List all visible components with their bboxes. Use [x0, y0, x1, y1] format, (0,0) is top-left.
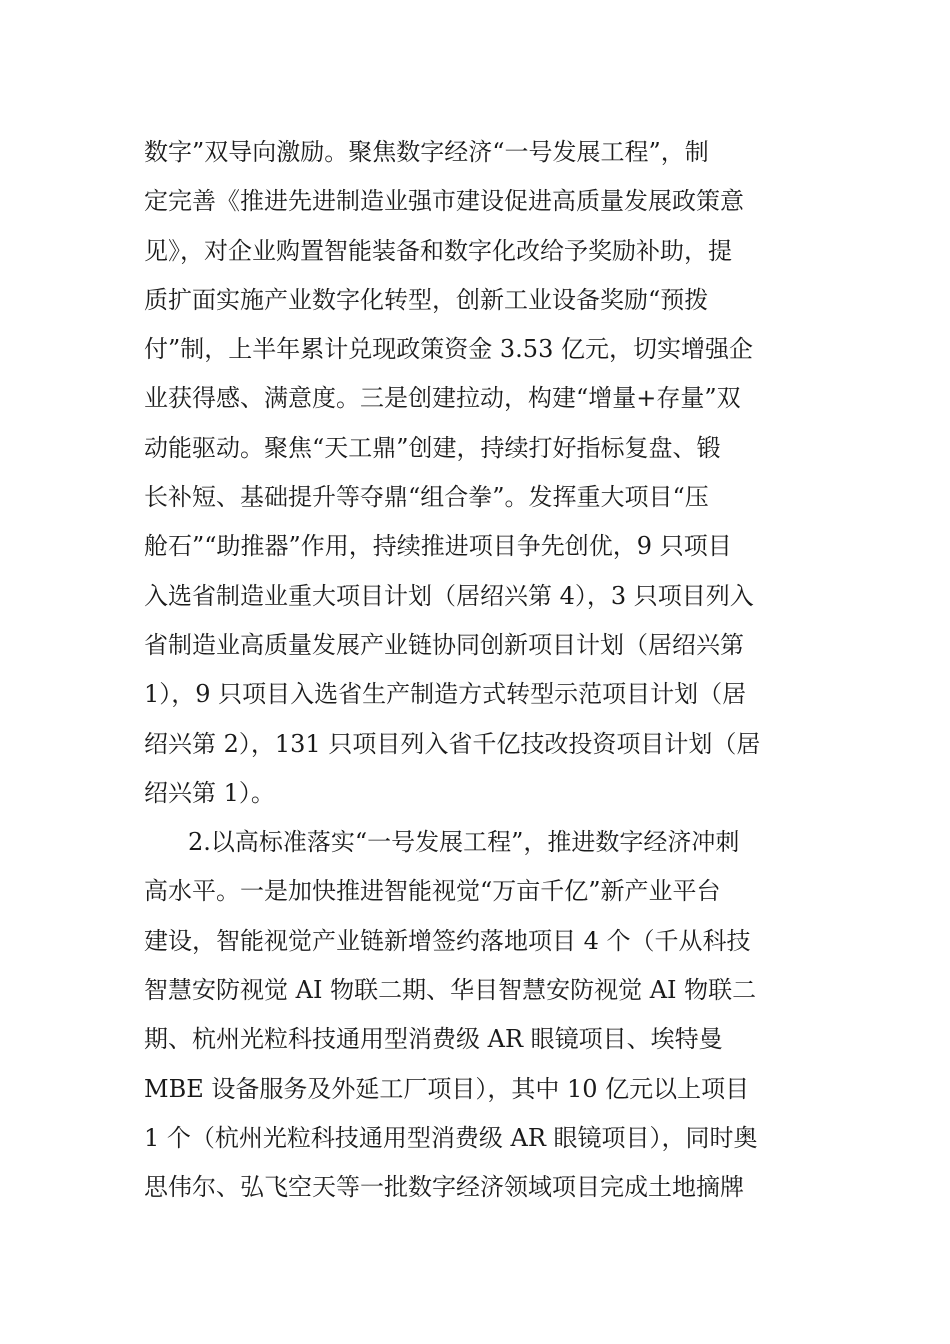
text-line: 动能驱动。聚焦“天工鼎”创建，持续打好指标复盘、锻 [144, 433, 721, 462]
text-line: 绍兴第 2），131 只项目列入省千亿技改投资项目计划（居 [144, 729, 761, 758]
text-line: 舱石”“助推器”作用，持续推进项目争先创优，9 只项目 [144, 532, 732, 561]
text-line: 质扩面实施产业数字化转型，创新工业设备奖励“预拨 [144, 285, 709, 314]
text-line: 1 个（杭州光粒科技通用型消费级 AR 眼镜项目），同时奥 [144, 1123, 758, 1152]
text-line: MBE 设备服务及外延工厂项目），其中 10 亿元以上项目 [144, 1074, 750, 1103]
paragraph-1 [144, 128, 814, 818]
paragraph-2 [144, 818, 814, 1212]
text-line: 业获得感、满意度。三是创建拉动，构建“增量+存量”双 [144, 384, 741, 413]
text-line: 高水平。一是加快推进智能视觉“万亩千亿”新产业平台 [144, 877, 721, 906]
text-line: 2.以高标准落实“一号发展工程”，推进数字经济冲刺 [188, 828, 740, 857]
document-body [144, 128, 814, 1213]
text-line: 建设，智能视觉产业链新增签约落地项目 4 个（千从科技 [144, 926, 751, 955]
text-line: 1），9 只项目入选省生产制造方式转型示范项目计划（居 [144, 680, 747, 709]
text-line: 数字”双导向激励。聚焦数字经济“一号发展工程”，制 [144, 138, 709, 166]
text-line: 见》，对企业购置智能装备和数字化改给予奖励补助，提 [144, 236, 732, 265]
text-line: 定完善《推进先进制造业强市建设促进高质量发展政策意 [144, 187, 744, 216]
text-line: 思伟尔、弘飞空天等一批数字经济领域项目完成土地摘牌 [144, 1173, 744, 1202]
text-line: 期、杭州光粒科技通用型消费级 AR 眼镜项目、埃特曼 [144, 1025, 723, 1054]
text-line: 入选省制造业重大项目计划（居绍兴第 4），3 只项目列入 [144, 581, 754, 610]
text-line: 省制造业高质量发展产业链协同创新项目计划（居绍兴第 [144, 630, 744, 659]
text-line: 付”制，上半年累计兑现政策资金 3.53 亿元，切实增强企 [144, 335, 753, 364]
text-line: 绍兴第 1）。 [144, 778, 275, 807]
text-line: 智慧安防视觉 AI 物联二期、华目智慧安防视觉 AI 物联二 [144, 976, 757, 1005]
text-line: 长补短、基础提升等夺鼎“组合拳”。发挥重大项目“压 [144, 483, 709, 512]
